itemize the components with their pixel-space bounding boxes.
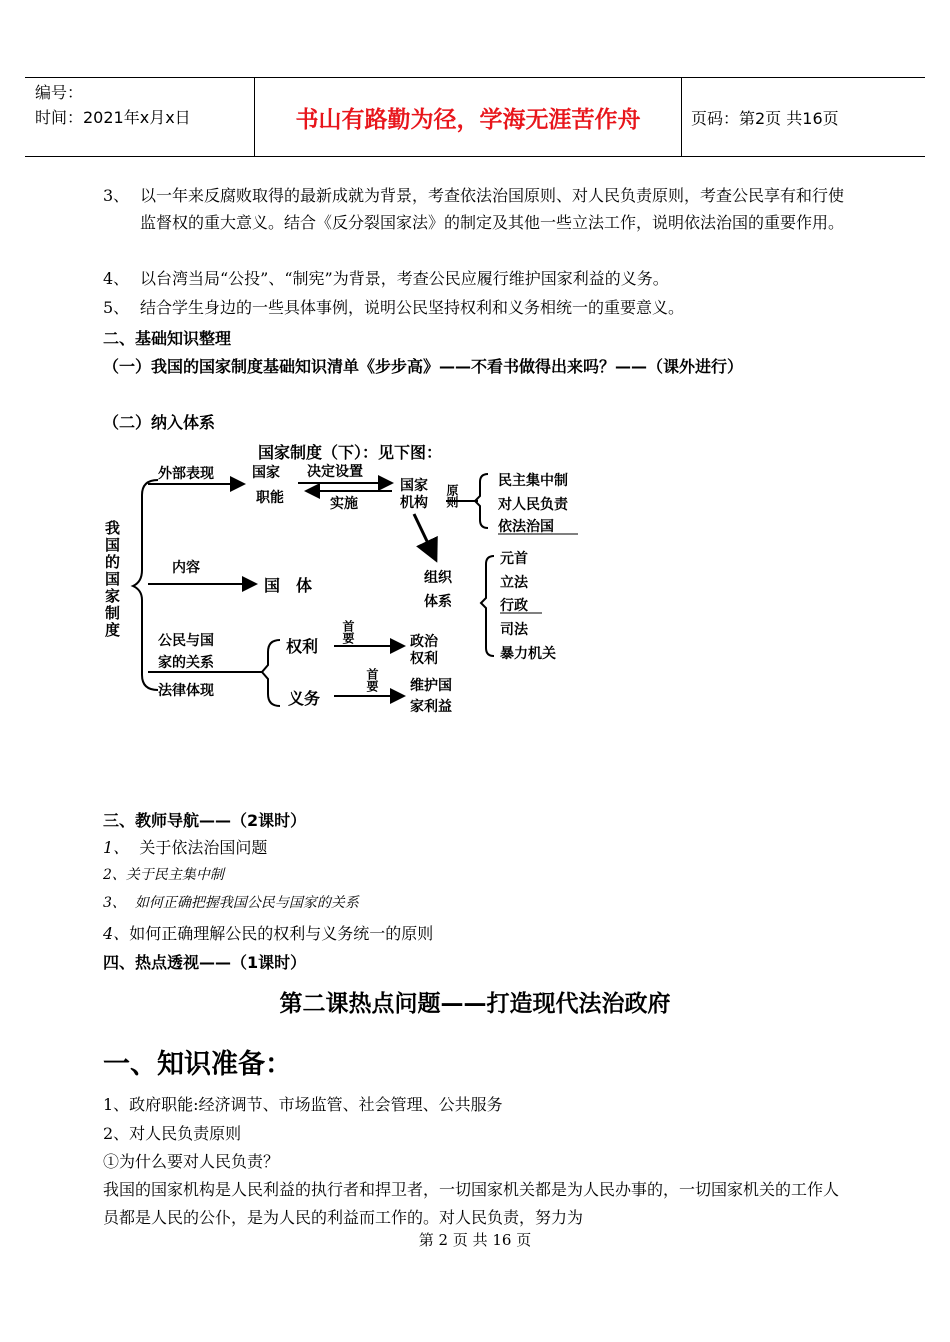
first-label-1: 首要 xyxy=(341,620,355,644)
first-label-2: 首要 xyxy=(365,668,379,692)
nav-text: 关于依法治国问题 xyxy=(139,838,268,857)
organ-label-1: 国家 xyxy=(400,478,428,494)
political-label-1: 政治 xyxy=(410,634,438,650)
nav-number: 3、 xyxy=(103,895,126,911)
func-label-2: 职能 xyxy=(256,490,284,506)
subsection-1: （一）我国的国家制度基础知识清单《步步高》——不看书做得出来吗？——（课外进行） xyxy=(103,357,744,376)
organ-label-2: 机构 xyxy=(400,495,428,511)
header-motto: 书山有路勤为径，学海无涯苦作舟 xyxy=(254,78,682,156)
section-4-heading: 四、热点透视——（1课时） xyxy=(103,953,307,972)
system-item: 行政 xyxy=(500,598,528,614)
principle-label: 原则 xyxy=(445,484,459,508)
principle-item: 依法治国 xyxy=(498,519,554,535)
legal-label: 法律体现 xyxy=(158,683,214,699)
item-text: 以一年来反腐败取得的最新成就为背景，考查依法治国原则、对人民负责原则，考查公民享有和行使监督权的重大意义。结合《反分裂国家法》的制定及其他一些立法工作，说明依法治国的重要作用。 xyxy=(140,186,845,232)
subsection-2: （二）纳入体系 xyxy=(103,413,216,432)
organ-to-system-arrow xyxy=(414,514,436,560)
system-label-1: 组织 xyxy=(424,570,452,586)
rights-duties-brace xyxy=(262,640,280,706)
prep-heading: 一、知识准备： xyxy=(103,1049,292,1080)
page-footer: 第 2 页 共 16 页 xyxy=(418,1231,532,1249)
relation-label-1: 公民与国 xyxy=(158,633,214,649)
item-number: 4、 xyxy=(103,269,130,288)
item-text: 以台湾当局“公投”、“制宪”为背景，考查公民应履行维护国家利益的义务。 xyxy=(140,269,669,288)
rights-label: 权利 xyxy=(286,637,319,656)
lesson-title: 第二课热点问题——打造现代法治政府 xyxy=(279,991,671,1017)
outer-label: 外部表现 xyxy=(158,466,214,482)
root-text: 我国的国家制度 xyxy=(103,520,121,639)
relation-label-2: 家的关系 xyxy=(158,655,214,671)
nav-item xyxy=(103,834,267,861)
page-label: 页码：第2页 共16页 xyxy=(691,108,839,128)
nav-text: 关于民主集中制 xyxy=(125,867,224,883)
section-3-heading: 三、教师导航——（2课时） xyxy=(103,811,307,830)
nav-item xyxy=(103,890,359,917)
nav-number: 4、 xyxy=(103,924,130,943)
body-line: 1、政府职能:经济调节、市场监管、社会管理、公共服务 xyxy=(103,1095,503,1114)
principle-item: 对人民负责 xyxy=(498,497,568,513)
defend-label-1: 维护国 xyxy=(410,678,452,694)
decide-label: 决定设置 xyxy=(307,464,363,480)
system-diagram xyxy=(0,435,950,725)
body-paragraph: 我国的国家机构是人民利益的执行者和捍卫者，一切国家机关都是为人民办事的，一切国家机关的工作人员都是人民的公仆，是为人民的利益而工作的。对人民负责，努力为 xyxy=(103,1180,840,1227)
nav-item xyxy=(103,862,224,889)
nav-text: 如何正确把握我国公民与国家的关系 xyxy=(134,895,359,911)
defend-label-2: 家利益 xyxy=(410,699,452,715)
content-label: 内容 xyxy=(172,560,200,576)
item-number: 5、 xyxy=(103,298,130,317)
item-number: 3、 xyxy=(103,186,130,205)
system-item: 元首 xyxy=(500,551,528,567)
system-item: 立法 xyxy=(500,575,528,591)
system-brace xyxy=(481,556,494,656)
func-label-1: 国家 xyxy=(252,465,280,481)
nav-number: 1、 xyxy=(103,838,130,857)
number-label: 编号： xyxy=(35,83,84,102)
item-text: 结合学生身边的一些具体事例，说明公民坚持权利和义务相统一的重要意义。 xyxy=(140,298,685,317)
implement-label: 实施 xyxy=(330,496,358,512)
guoti-label: 国 体 xyxy=(264,576,313,595)
principle-item: 民主集中制 xyxy=(498,473,568,489)
section-2-heading: 二、基础知识整理 xyxy=(103,329,232,348)
political-label-2: 权利 xyxy=(410,651,438,667)
time-label: 时间：2021年x月x日 xyxy=(35,108,191,127)
system-label-2: 体系 xyxy=(424,594,452,610)
duties-label: 义务 xyxy=(288,689,321,708)
nav-item xyxy=(103,920,433,947)
page-header xyxy=(25,77,925,157)
system-item: 暴力机关 xyxy=(500,646,556,662)
nav-number: 2、 xyxy=(103,867,126,883)
body-line: 2、对人民负责原则 xyxy=(103,1124,242,1143)
body-line: ①为什么要对人民负责？ xyxy=(103,1152,280,1171)
system-item: 司法 xyxy=(500,622,528,638)
nav-text: 如何正确理解公民的权利与义务统一的原则 xyxy=(129,924,434,943)
header-meta xyxy=(35,80,191,130)
root-label xyxy=(103,520,121,639)
diagram-caption: 国家制度（下）：见下图： xyxy=(258,443,443,462)
